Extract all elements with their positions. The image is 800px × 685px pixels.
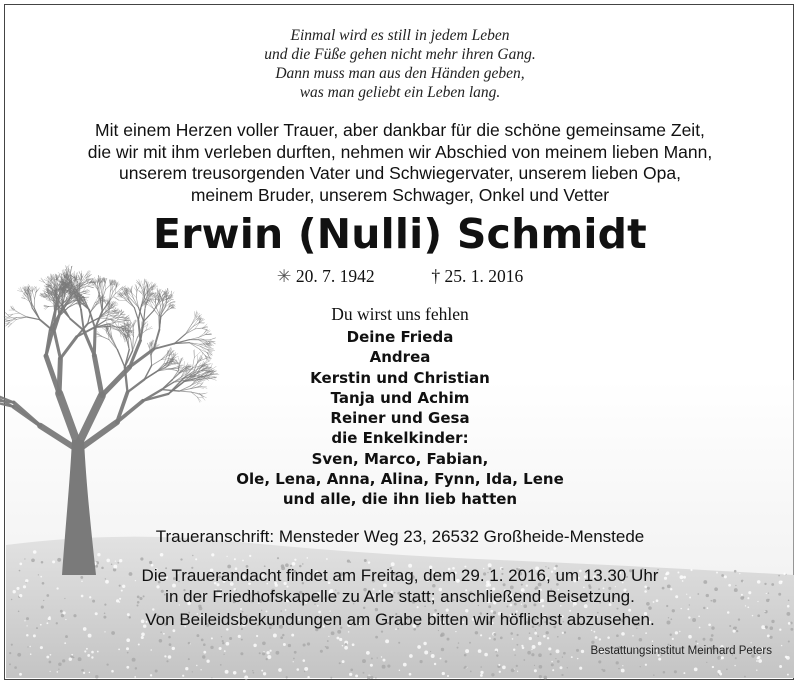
birth-star-icon: ✳ — [276, 266, 292, 286]
poem — [0, 26, 800, 102]
intro-line: Mit einem Herzen voller Trauer, aber dankbar für die schöne gemeinsame Zeit, — [95, 120, 705, 140]
poem-line: Einmal wird es still in jedem Leben — [290, 27, 510, 44]
mourners-list — [0, 327, 800, 510]
undertaker-name: Bestattungsinstitut Meinhard Peters — [590, 645, 772, 657]
mourner-line: und alle, die ihn lieb hatten — [282, 490, 518, 509]
mourner-line: die Enkelkinder: — [331, 429, 469, 448]
mourner-line: Ole, Lena, Anna, Alina, Fynn, Ida, Lene — [236, 470, 564, 489]
missing-line: Du wirst uns fehlen — [331, 304, 469, 324]
mourning-address: Traueranschrift: Mensteder Weg 23, 26532 Großheide-Menstede — [155, 527, 645, 546]
condolences-note: Von Beileidsbekundungen am Grabe bitten wir höflichst abzusehen. — [145, 610, 655, 629]
service-line: Die Trauerandacht findet am Freitag, dem 29. 1. 2016, um 13.30 Uhr — [141, 566, 659, 585]
intro-line: die wir mit ihm verleben durften, nehmen wir Abschied von meinem lieben Mann, — [87, 141, 713, 162]
poem-line: Dann muss man aus den Händen geben, — [275, 65, 525, 82]
poem-line: was man geliebt ein Leben lang. — [299, 84, 501, 101]
mourner-line: Andrea — [369, 348, 431, 367]
poem-line: und die Füße gehen nicht mehr ihren Gang. — [264, 46, 536, 63]
mourner-line: Deine Frieda — [346, 328, 454, 346]
intro-line: meinem Bruder, unserem Schwager, Onkel und Vetter — [190, 184, 610, 205]
death-cross-icon: † — [431, 266, 441, 286]
mourner-line: Sven, Marco, Fabian, — [311, 449, 489, 468]
death-date: 25. 1. 2016 — [444, 266, 524, 286]
deceased-name: Erwin (Nulli) Schmidt — [153, 210, 647, 258]
mourner-line: Tanja und Achim — [330, 388, 470, 407]
intro-line: unserem treusorgenden Vater und Schwiegervater, unserem lieben Opa, — [119, 163, 681, 183]
mourner-line: Reiner und Gesa — [330, 409, 470, 428]
intro-text — [0, 120, 800, 206]
service-line: in der Friedhofskapelle zu Arle statt; anschließend Beisetzung. — [165, 587, 635, 606]
birth-date: 20. 7. 1942 — [295, 266, 375, 286]
mourner-line: Kerstin und Christian — [310, 368, 490, 387]
service-info — [0, 565, 800, 607]
life-dates — [0, 265, 800, 287]
